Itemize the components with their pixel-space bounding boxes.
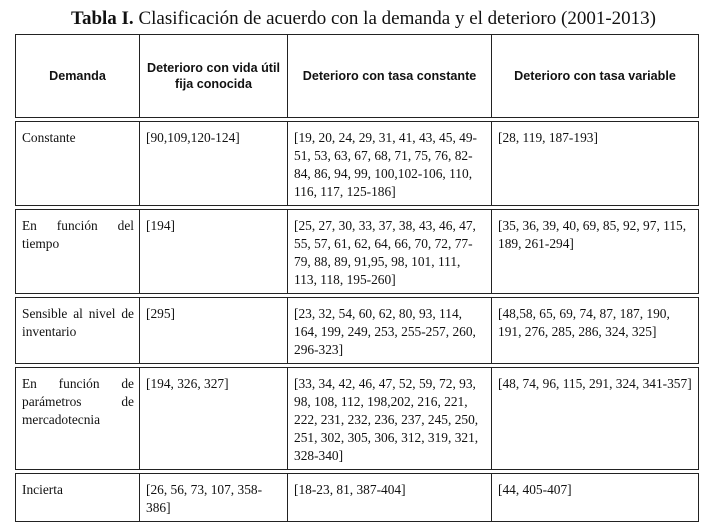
cell-demanda: Incierta	[16, 474, 140, 522]
cell-vida-util: [194, 326, 327]	[140, 368, 288, 470]
table-row	[16, 474, 699, 522]
cell-tasa-variable: [35, 36, 39, 40, 69, 85, 92, 97, 115, 189, 261-294]	[492, 210, 699, 294]
classification-table	[15, 34, 699, 522]
caption-text: Clasificación de acuerdo con la demanda y el deterioro (2001-2013)	[138, 8, 656, 29]
cell-demanda: Sensible al nivel de inventario	[16, 298, 140, 364]
cell-tasa-variable: [44, 405-407]	[492, 474, 699, 522]
cell-tasa-variable: [48,58, 65, 69, 74, 87, 187, 190, 191, 276, 285, 286, 324, 325]	[492, 298, 699, 364]
cell-demanda: En función de parámetros de mercadotecnia	[16, 368, 140, 470]
header-tasa-constante: Deterioro con tasa constante	[288, 35, 492, 118]
table-row	[16, 210, 699, 294]
header-row	[16, 35, 699, 118]
table-row	[16, 298, 699, 364]
cell-tasa-constante: [25, 27, 30, 33, 37, 38, 43, 46, 47, 55, 57, 61, 62, 64, 66, 70, 72, 77-79, 88, 89, 91,95, 98, 101, 111, 113, 118, 195-260]	[288, 210, 492, 294]
caption-label: Tabla I.	[71, 8, 134, 29]
cell-vida-util: [194]	[140, 210, 288, 294]
cell-vida-util: [90,109,120-124]	[140, 122, 288, 206]
header-vida-util: Deterioro con vida útil fija conocida	[140, 35, 288, 118]
table-caption	[0, 8, 727, 30]
header-demanda: Demanda	[16, 35, 140, 118]
cell-vida-util: [26, 56, 73, 107, 358-386]	[140, 474, 288, 522]
cell-demanda: Constante	[16, 122, 140, 206]
table-row	[16, 368, 699, 470]
cell-tasa-constante: [23, 32, 54, 60, 62, 80, 93, 114, 164, 199, 249, 253, 255-257, 260, 296-323]	[288, 298, 492, 364]
cell-tasa-constante: [19, 20, 24, 29, 31, 41, 43, 45, 49-51, 53, 63, 67, 68, 71, 75, 76, 82-84, 86, 94, 99, 100,102-106, 110, 116, 117, 125-186]	[288, 122, 492, 206]
cell-vida-util: [295]	[140, 298, 288, 364]
cell-demanda: En función del tiempo	[16, 210, 140, 294]
header-tasa-variable: Deterioro con tasa variable	[492, 35, 699, 118]
cell-tasa-variable: [48, 74, 96, 115, 291, 324, 341-357]	[492, 368, 699, 470]
cell-tasa-variable: [28, 119, 187-193]	[492, 122, 699, 206]
cell-tasa-constante: [33, 34, 42, 46, 47, 52, 59, 72, 93, 98, 108, 112, 198,202, 216, 221, 222, 231, 232, 236, 237, 245, 250, 251, 302, 305, 306, 312, 319, 321, 328-340]	[288, 368, 492, 470]
cell-tasa-constante: [18-23, 81, 387-404]	[288, 474, 492, 522]
table-row	[16, 122, 699, 206]
